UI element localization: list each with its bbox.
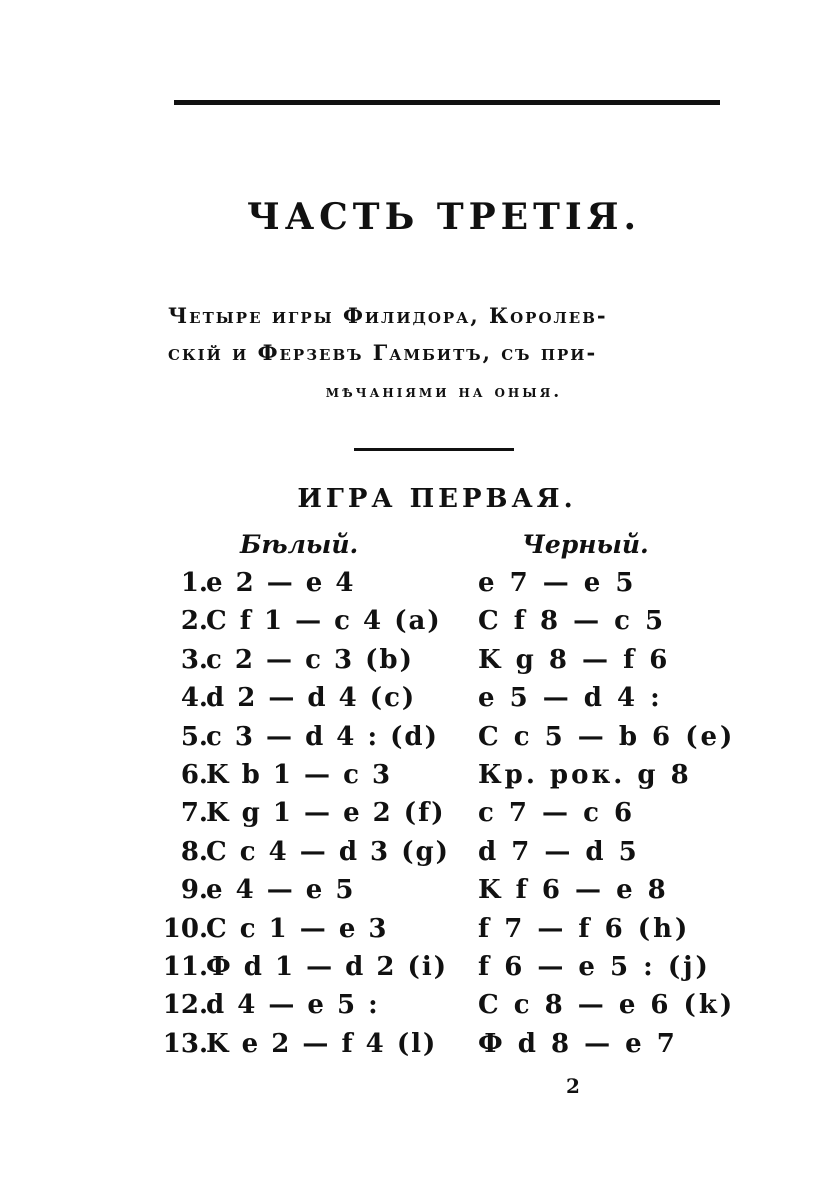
black-move: Кр. рок. g 8: [478, 760, 692, 790]
section-divider: [354, 448, 514, 451]
black-move: e 7 — e 5: [478, 568, 637, 598]
game-title: ИГРА ПЕРВАЯ.: [297, 484, 577, 514]
move-row: [0, 606, 840, 644]
column-header-white: Бѣлый.: [240, 530, 359, 559]
part-title: ЧАСТЬ ТРЕТІЯ.: [246, 196, 642, 238]
white-move: C f 1 — c 4 (a): [206, 606, 442, 637]
move-row: [0, 645, 840, 683]
subtitle-line-3: мѣчаніями на оныя.: [325, 382, 563, 402]
move-number: 12.: [162, 990, 208, 1021]
black-move: c 7 — c 6: [478, 798, 636, 829]
move-row: [0, 875, 840, 913]
move-number: 13.: [162, 1028, 208, 1059]
column-header-black: Черный.: [522, 530, 649, 559]
black-move: C f 8 — c 5: [478, 606, 667, 637]
white-move: c 3 — d 4 : (d): [206, 721, 439, 752]
black-move: e 5 — d 4 :: [478, 683, 663, 714]
move-row: [0, 1029, 840, 1067]
subtitle-line-1: Четыре игры Филидора, Королев-: [168, 303, 608, 328]
move-number: 9.: [180, 875, 208, 906]
move-number: 2.: [180, 606, 208, 637]
move-row: [0, 914, 840, 952]
move-number: 11.: [162, 952, 208, 982]
black-move: f 7 — f 6 (h): [478, 913, 691, 944]
white-move: C c 1 — e 3: [206, 913, 389, 944]
black-move: K f 6 — e 8: [478, 875, 669, 906]
move-number: 5.: [180, 721, 208, 752]
move-row: [0, 722, 840, 760]
top-rule: [174, 100, 720, 105]
move-row: [0, 990, 840, 1028]
white-move: K g 1 — e 2 (f): [206, 798, 446, 829]
white-move: d 4 — e 5 :: [206, 990, 380, 1021]
move-row: [0, 760, 840, 798]
move-row: [0, 798, 840, 836]
black-move: C c 5 — b 6 (e): [478, 721, 736, 752]
black-move: d 7 — d 5: [478, 836, 640, 867]
white-move: K b 1 — c 3: [206, 760, 393, 790]
black-move: C c 8 — e 6 (k): [478, 990, 736, 1021]
subtitle-line-2: скій и Ферзевъ Гамбитъ, съ при-: [168, 340, 598, 365]
move-row: [0, 837, 840, 875]
move-row: [0, 683, 840, 721]
white-move: e 2 — e 4: [206, 568, 356, 598]
white-move: K e 2 — f 4 (l): [206, 1028, 438, 1059]
move-number: 3.: [180, 644, 208, 675]
move-number: 4.: [180, 683, 208, 714]
move-number: 10.: [162, 913, 208, 944]
move-row: [0, 952, 840, 990]
white-move: c 2 — c 3 (b): [206, 644, 414, 675]
white-move: e 4 — e 5: [206, 875, 356, 906]
black-move: K g 8 — f 6: [478, 644, 671, 675]
signature-mark: 2: [566, 1074, 580, 1098]
move-number: 7.: [180, 798, 208, 829]
move-row: [0, 568, 840, 606]
white-move: d 2 — d 4 (c): [206, 683, 417, 714]
black-move: Ф d 8 — e 7: [478, 1028, 678, 1059]
move-number: 1.: [180, 568, 208, 598]
move-number: 6.: [180, 760, 208, 790]
white-move: Ф d 1 — d 2 (i): [206, 952, 448, 982]
move-number: 8.: [180, 836, 208, 867]
black-move: f 6 — e 5 : (j): [478, 952, 711, 982]
white-move: C c 4 — d 3 (g): [206, 836, 450, 867]
